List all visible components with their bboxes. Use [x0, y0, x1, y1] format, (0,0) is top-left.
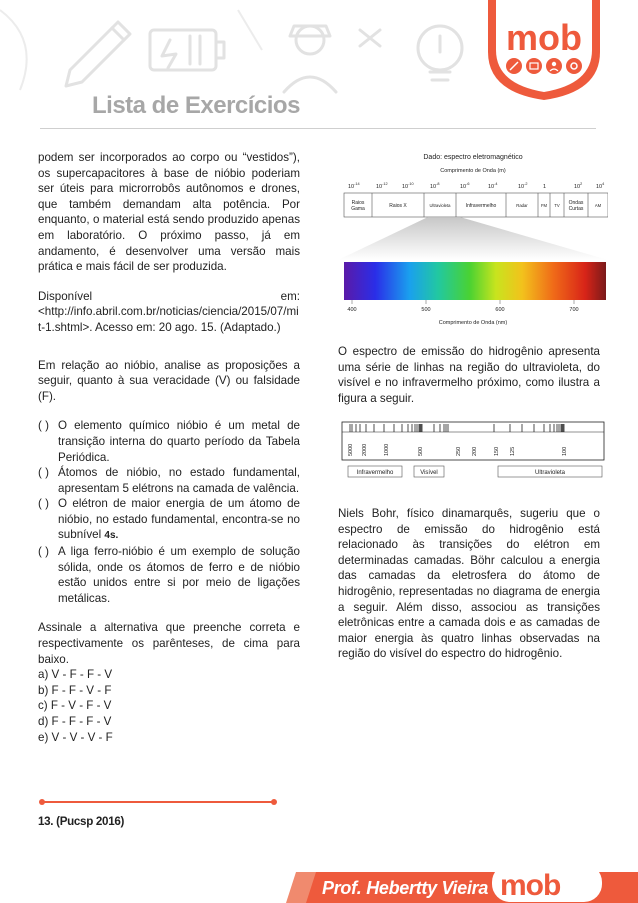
exponent-sup: -8 — [436, 182, 440, 186]
visible-tick-label: 600 — [495, 307, 505, 313]
question-separator — [38, 796, 278, 808]
intro-paragraph: podem ser incorporados ao corpo ou “vestidos”), os supercapacitores à base de nióbio poderiam ser úteis para microrrobôs autônomos e drones, que também demandam alta potência. Por enquanto, o material está sendo produzido apenas em laboratório. O próximo passo, já em andamento, é desenvolver uma versão mais prática e mais fácil de ser produzida. — [38, 151, 300, 274]
subnivel-label: 4s. — [104, 530, 119, 542]
spectrum-title: Dado: espectro eletromagnético — [423, 154, 523, 161]
region-label: Ondas — [568, 200, 584, 206]
answer-list — [38, 667, 300, 745]
region-label: Curtas — [568, 206, 584, 212]
emission-tick-label: 200 — [472, 446, 478, 456]
exponent-label: $10^2$ — [574, 182, 583, 190]
exponent-label: $10^{-10}$ — [402, 182, 414, 190]
region-label: FM — [540, 203, 548, 208]
exponent-label: $10^{-2}$ — [518, 182, 528, 190]
page-footer — [0, 858, 638, 903]
bohr-paragraph: Niels Bohr, físico dinamarquês, sugeriu que o espectro de emissão do hidrogênio está relacionado às transições do elétron em determinadas camadas. Böhr calculou a energia das camadas da eletrosfera do átomo de hidrogênio, representadas no diagrama de energia a seguir. Além disso, associou as transições eletrônicas entre a camada dois e as camadas de maior energia às quatro linhas observadas na região do visível do espectro do hidrogênio. — [338, 507, 600, 661]
answer-option-e[interactable]: e) V - V - V - F — [38, 730, 113, 744]
emission-tick-label: 2000 — [362, 443, 368, 456]
spectrum-axis-top: Comprimento de Onda (m) — [440, 168, 506, 174]
source-label: Disponível em: — [38, 289, 300, 303]
calendar-icon — [526, 58, 542, 74]
exponent-sup: 4 — [602, 182, 605, 186]
answer-option-d[interactable]: d) F - F - F - V — [38, 715, 112, 728]
emission-tick-label: 500 — [418, 446, 424, 456]
visible-tick-label: 400 — [347, 307, 357, 313]
region-label: Infravermelho — [465, 203, 497, 209]
instruction-text: Assinale a alternativa que preenche correta e respectivamente os parênteses, de cima para baixo. — [38, 621, 300, 666]
exponent-label: $10^4$ — [596, 182, 605, 190]
exponent-label: $10^{-4}$ — [488, 182, 498, 190]
proposition-paren: ( ) — [38, 545, 49, 559]
region-label: Raios X — [389, 203, 407, 209]
visible-spectrum-band — [344, 262, 606, 300]
visible-tick-label: 500 — [421, 307, 431, 313]
emission-region-label: Ultravioleta — [534, 470, 566, 476]
hydrogen-emission-figure — [338, 420, 608, 482]
footer-logo: mob — [500, 869, 561, 902]
exponent-label: $10^{-8}$ — [430, 182, 440, 190]
visible-tick-label: 700 — [569, 307, 579, 313]
gear-icon — [566, 58, 582, 74]
emission-tick-label: 250 — [456, 446, 462, 456]
proposition-3 — [38, 496, 300, 544]
exponent-sup: -12 — [382, 182, 388, 186]
proposition-text: O elétron de maior energia de um átomo de nióbio, no estado fundamental, encontra-se no subnível — [58, 497, 300, 542]
exponent-label: 1 — [543, 184, 547, 190]
proposition-text: A liga ferro-nióbio é um exemplo de solução sólida, onde os átomos de ferro e de nióbio estão unidos entre si por meio de ligações metálicas. — [58, 545, 300, 605]
region-label: Radar — [516, 203, 528, 208]
exponent-sup: 2 — [580, 182, 583, 186]
region-label: AM — [594, 203, 602, 208]
emission-paragraph: O espectro de emissão do hidrogênio apresenta uma série de linhas na região do ultravioleta, do visível e no infravermelho próximo, como ilustra a figura a seguir. — [338, 345, 600, 405]
source-text: <http://info.abril.com.br/noticias/ciencia/2015/07/mit-1.shtml>. Acesso em: 20 ago. 15. (Adaptado.) — [38, 305, 299, 334]
region-label: Gama — [351, 206, 365, 212]
header-doodles-icon — [0, 0, 470, 100]
proposition-2 — [38, 465, 300, 496]
page-header — [0, 0, 638, 135]
proposition-1 — [38, 418, 300, 465]
proposition-text: O elemento químico nióbio é um metal de transição interna do quarto período da Tabela Periódica. — [58, 419, 300, 464]
exponent-sup: -10 — [408, 182, 414, 186]
page-title: Lista de Exercícios — [92, 92, 300, 119]
exponent-sup: -6 — [466, 182, 470, 186]
exponent-label: $10^{-12}$ — [376, 182, 388, 190]
answer-option-c[interactable]: c) F - V - F - V — [38, 699, 112, 713]
region-label: TV — [554, 203, 560, 208]
emission-tick-label: 125 — [510, 446, 516, 456]
exponent-label: $10^{-6}$ — [460, 182, 470, 190]
emission-region-label: Visível — [420, 470, 438, 476]
region-label: Ultravioleta — [429, 203, 451, 208]
exponent-label: $10^{-14}$ — [348, 182, 360, 190]
answer-option-b[interactable]: b) F - F - V - F — [38, 683, 112, 697]
exponent-sup: -14 — [354, 182, 360, 186]
emission-region-label: Infravermelho — [356, 470, 394, 476]
spectrum-axis-bottom: Comprimento de Onda (nm) — [438, 320, 508, 326]
proposition-paren: ( ) — [38, 497, 49, 511]
header-divider — [40, 128, 596, 129]
emission-tick-label: 150 — [494, 446, 500, 456]
emission-region-labels — [348, 466, 602, 477]
exponent-sup: -2 — [524, 182, 528, 186]
logo-text: mob — [506, 17, 582, 58]
emission-tick-label: 100 — [562, 446, 568, 456]
left-column — [38, 150, 300, 745]
emission-tick-label: 5000 — [348, 443, 354, 456]
answer-option-a[interactable]: a) V - F - F - V — [38, 668, 113, 682]
next-question-label: 13. (Pucsp 2016) — [38, 815, 125, 828]
electromagnetic-spectrum-figure — [338, 150, 608, 330]
proposition-4 — [38, 544, 300, 606]
mob-logo — [480, 0, 608, 100]
region-label: Raios — [351, 200, 365, 206]
proposition-paren: ( ) — [38, 466, 49, 480]
question-prompt: Em relação ao nióbio, analise as proposições a seguir, quanto à sua veracidade (V) ou falsidade (F). — [38, 358, 300, 403]
proposition-text: Átomos de nióbio, no estado fundamental, apresentam 5 elétrons na camada de valência. — [58, 466, 300, 495]
emission-tick-label: 1000 — [384, 443, 390, 456]
exponent-sup: -4 — [494, 182, 498, 186]
author-name: Prof. Hebertty Vieira — [322, 878, 489, 898]
proposition-paren: ( ) — [38, 419, 49, 433]
